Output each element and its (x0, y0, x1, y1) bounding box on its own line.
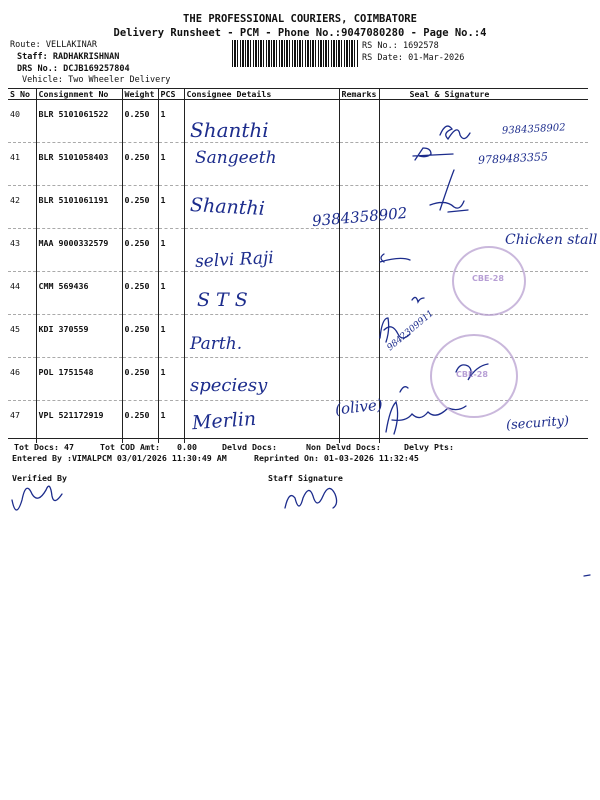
handwritten-phone: 9842309911 (385, 308, 436, 354)
signature-mark (380, 318, 410, 342)
tot-cod-value: 0.00 (176, 442, 197, 452)
pcs: 1 (158, 143, 184, 186)
staff-signature-label: Staff Signature (268, 473, 343, 483)
col-consignment: Consignment No (36, 89, 122, 100)
footer-cod (100, 442, 197, 452)
col-remarks: Remarks (339, 89, 379, 100)
handwritten-consignee: selvi Raji (194, 247, 275, 273)
consignment-no: MAA 9000332579 (36, 229, 122, 272)
handwritten-consignee: Shanthi (189, 194, 266, 220)
margin-mark (584, 575, 590, 576)
col-consignee: Consignee Details (184, 89, 339, 100)
consignment-no: BLR 5101061522 (36, 100, 122, 143)
vehicle-label: Vehicle: (22, 75, 63, 85)
handwritten-consignee: Shanthi (190, 118, 269, 142)
signature-mark (430, 170, 468, 212)
weight: 0.250 (122, 401, 158, 444)
col-weight: Weight (122, 89, 158, 100)
sno: 47 (10, 410, 20, 420)
sno: 45 (8, 315, 36, 358)
sno: 44 (8, 272, 36, 315)
consignment-no: CMM 569436 (36, 272, 122, 315)
runsheet-subtitle: Delivery Runsheet - PCM - Phone No.:9047080280 - Page No.:4 (113, 27, 487, 39)
col-sno: S No (8, 89, 36, 100)
pcs: 1 (158, 186, 184, 229)
delvd-docs-label: Delvd Docs: (222, 442, 277, 452)
consignment-no: BLR 5101061191 (36, 186, 122, 229)
handwritten-note: Chicken stall (505, 232, 598, 248)
pcs: 1 (158, 100, 184, 143)
weight: 0.250 (122, 143, 158, 186)
verified-signature (12, 486, 62, 510)
handwritten-phone: 9789483355 (477, 150, 549, 167)
verified-by-label: Verified By (12, 473, 67, 483)
handwritten-consignee: Sangeeth (195, 148, 277, 168)
col-pcs: PCS (158, 89, 184, 100)
pcs: 1 (158, 229, 184, 272)
signature-mark (380, 254, 410, 262)
signature-mark (412, 297, 424, 302)
sno: 40 (8, 100, 36, 143)
handwritten-consignee: speciesy (190, 375, 268, 396)
tot-docs-value: 47 (63, 442, 74, 452)
consignment-no: BLR 5101058403 (36, 143, 122, 186)
sno: 43 (8, 229, 36, 272)
staff-signature-scribble (285, 488, 337, 508)
handwritten-consignee: Merlin (191, 407, 257, 435)
handwritten-consignee: STS (197, 289, 254, 311)
handwritten-phone: 9384358902 (501, 122, 566, 137)
handwritten-note: (security) (505, 413, 570, 434)
staff-value: RADHAKRISHNAN (52, 52, 120, 62)
stamp-text: CBE-28 (456, 370, 488, 379)
weight: 0.250 (122, 272, 158, 315)
weight: 0.250 (122, 229, 158, 272)
sno: 41 (8, 143, 36, 186)
weight: 0.250 (122, 315, 158, 358)
staff-label: Staff: (17, 52, 48, 62)
pcs: 1 (158, 272, 184, 315)
entered-by: Entered By :VIMALPCM 03/01/2026 11:30:49 AM (12, 453, 227, 463)
pcs: 1 (158, 401, 184, 444)
delvy-pts-label: Delvy Pts: (404, 442, 454, 452)
reprinted-on: Reprinted On: 01-03-2026 11:32:45 (254, 453, 419, 463)
seal-stamp (430, 334, 518, 418)
consignment-no: VPL 521172919 (36, 401, 122, 444)
footer-totals (14, 442, 74, 452)
rs-date-value: 01-Mar-2026 (408, 53, 465, 63)
drs-label: DRS No.: (17, 64, 58, 74)
rs-date-label: RS Date: (362, 53, 403, 63)
pcs: 1 (158, 358, 184, 401)
company-title: THE PROFESSIONAL COURIERS, COIMBATORE (183, 13, 417, 25)
tot-docs-label: Tot Docs: (14, 442, 59, 452)
handwritten-olive-note: (olive) (334, 395, 384, 419)
drs-value: DCJB169257804 (63, 64, 130, 74)
tot-cod-label: Tot COD Amt: (100, 442, 160, 452)
pcs: 1 (158, 315, 184, 358)
sno: 42 (8, 186, 36, 229)
signature-mark (413, 148, 453, 160)
handwritten-phone: 9384358902 (311, 203, 409, 231)
route-label: Route: (10, 40, 41, 50)
handwritten-consignee: Parth. (190, 334, 243, 354)
weight: 0.250 (122, 358, 158, 401)
col-seal-signature: Seal & Signature (379, 89, 588, 100)
weight: 0.250 (122, 186, 158, 229)
route-value: VELLAKINAR (45, 40, 98, 50)
stamp-text: CBE-28 (472, 274, 504, 283)
non-delvd-docs-label: Non Delvd Docs: (306, 442, 381, 452)
signature-mark (440, 126, 470, 139)
consignment-no: POL 1751548 (36, 358, 122, 401)
weight: 0.250 (122, 100, 158, 143)
seal-stamp (452, 246, 526, 316)
rs-no-label: RS No.: (362, 41, 398, 51)
rs-no-value: 1692578 (402, 41, 439, 51)
signature-mark (400, 387, 408, 392)
sno: 46 (8, 358, 36, 401)
vehicle-value: Two Wheeler Delivery (68, 75, 171, 85)
consignment-no: KDI 370559 (36, 315, 122, 358)
